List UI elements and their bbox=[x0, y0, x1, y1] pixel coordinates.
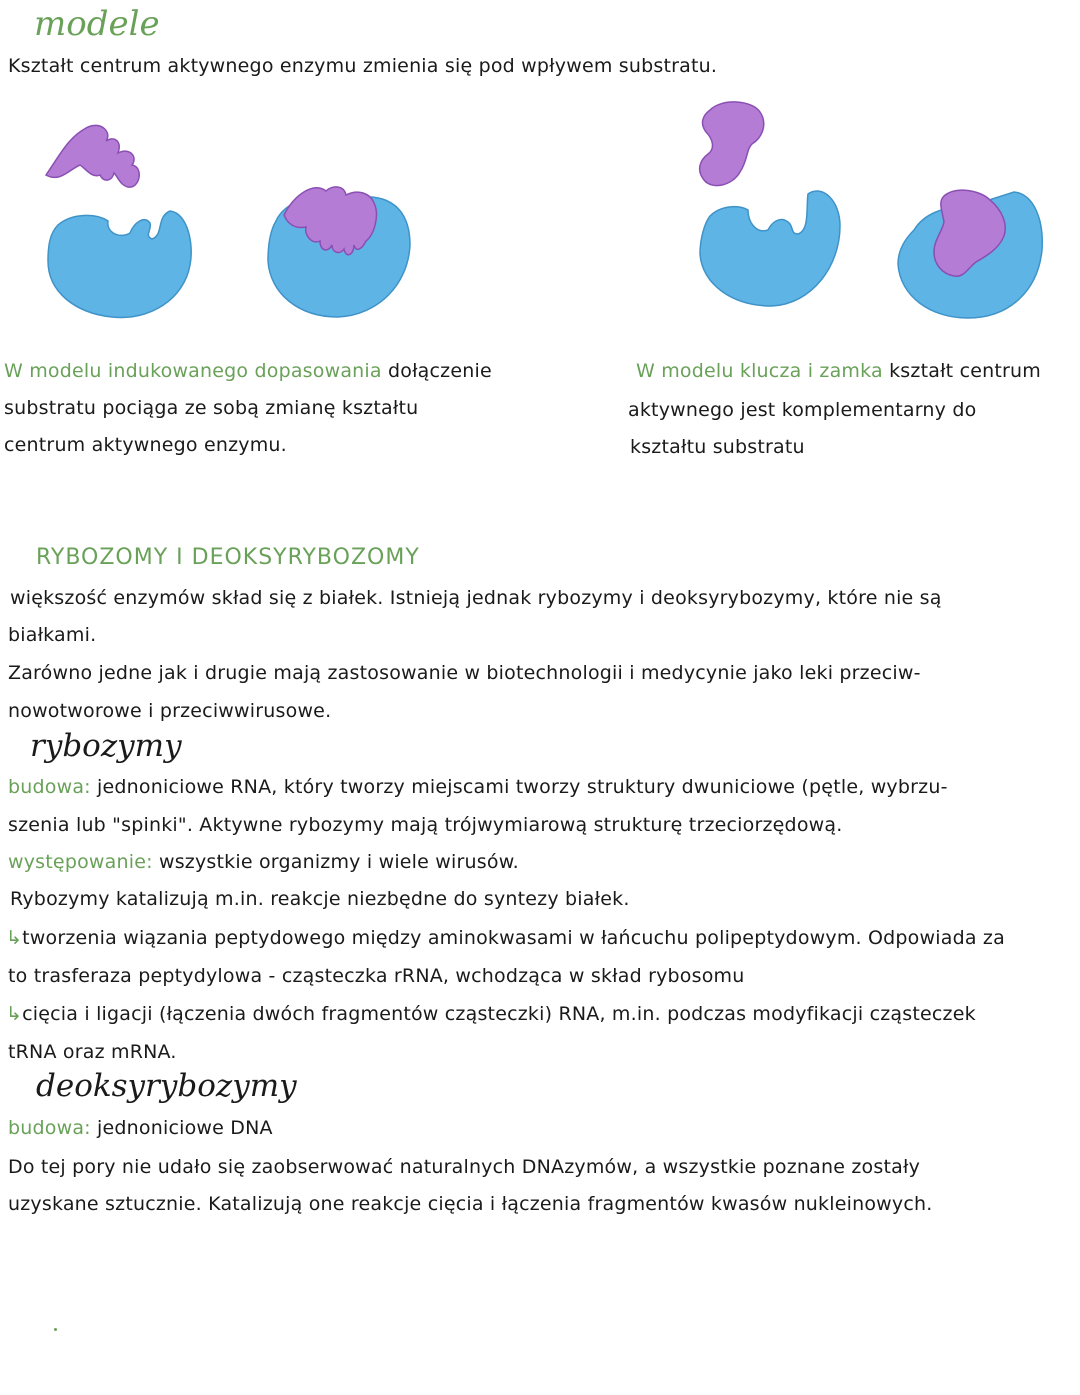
ribozymes-item1-line2: to trasferaza peptydylowa - cząsteczka rRNA, wchodząca w skład rybosomu bbox=[8, 965, 745, 987]
induced-fit-description-line3: centrum aktywnego enzymu. bbox=[4, 434, 287, 456]
enzyme-shape bbox=[700, 191, 840, 306]
page-title: modele bbox=[34, 4, 160, 44]
ribozymes-item2-line1 bbox=[6, 1003, 976, 1025]
application-paragraph-line1: Zarówno jedne jak i drugie mają zastosowanie w biotechnologii i medycynie jako leki przeciw- bbox=[8, 662, 921, 684]
arrow-bullet-icon: ↳ bbox=[6, 927, 23, 949]
ribozymes-catalysis: Rybozymy katalizują m.in. reakcje niezbędne do syntezy białek. bbox=[10, 888, 630, 910]
deoxyribozymes-line2: uzyskane sztucznie. Katalizują one reakcje cięcia i łączenia fragmentów kwasów nukleinowych. bbox=[8, 1193, 933, 1215]
substrate-shape bbox=[700, 102, 764, 186]
substrate-shape bbox=[46, 125, 139, 187]
item1-text: tworzenia wiązania peptydowego między aminokwasami w łańcuchu polipeptydowym. Odpowiada za bbox=[22, 927, 1005, 949]
intro-paragraph-line1: większość enzymów skład się z białek. Istnieją jednak rybozymy i deoksyrybozymy, które nie są bbox=[10, 587, 942, 609]
budowa-label: budowa: bbox=[8, 776, 91, 798]
item2-text: cięcia i ligacji (łączenia dwóch fragmentów cząsteczki) RNA, m.in. podczas modyfikacji cząsteczek bbox=[22, 1003, 976, 1025]
ribozymes-structure-text: jednoniciowe RNA, który tworzy miejscami tworzy struktury dwuniciowe (pętle, wybrzu- bbox=[97, 776, 948, 798]
ribozymes-item1-line1 bbox=[6, 927, 1005, 949]
deoxyribozymes-title: deoksyrybozymy bbox=[36, 1068, 297, 1104]
induced-fit-line1-rest: dołączenie bbox=[388, 360, 492, 382]
deoxyribozymes-structure bbox=[8, 1117, 273, 1139]
occurrence-text: wszystkie organizmy i wiele wirusów. bbox=[158, 851, 519, 873]
induced-fit-description-line2: substratu pociąga ze sobą zmianę kształtu bbox=[4, 397, 419, 419]
budowa-label: budowa: bbox=[8, 1117, 91, 1139]
lock-key-label: W modelu klucza i zamka bbox=[636, 360, 883, 382]
induced-fit-label: W modelu indukowanego dopasowania bbox=[4, 360, 382, 382]
lock-key-bound-figure bbox=[894, 180, 1054, 325]
ribozymes-item2-line2: tRNA oraz mRNA. bbox=[8, 1041, 177, 1063]
deoxyribozymes-line1: Do tej pory nie udało się zaobserwować naturalnych DNAzymów, a wszystkie poznane zostały bbox=[8, 1156, 921, 1178]
lock-key-description-line2: aktywnego jest komplementarny do bbox=[628, 399, 977, 421]
stray-dot bbox=[54, 1328, 57, 1331]
lock-key-description-line3: kształtu substratu bbox=[630, 436, 805, 458]
wystepowanie-label: występowanie: bbox=[8, 851, 153, 873]
lock-key-separate-figure bbox=[690, 98, 850, 323]
intro-paragraph-line2: białkami. bbox=[8, 624, 97, 646]
intro-text: Kształt centrum aktywnego enzymu zmienia się pod wpływem substratu. bbox=[8, 55, 718, 77]
section-heading: RYBOZOMY I DEOKSYRYBOZOMY bbox=[36, 545, 420, 570]
lock-key-description-line1 bbox=[636, 360, 1041, 382]
induced-fit-bound-figure bbox=[262, 175, 422, 325]
ribozymes-structure-line2: szenia lub "spinki". Aktywne rybozymy mają trójwymiarową strukturę trzeciorzędową. bbox=[8, 814, 843, 836]
induced-fit-description-line1 bbox=[4, 360, 492, 382]
application-paragraph-line2: nowotworowe i przeciwwirusowe. bbox=[8, 700, 332, 722]
enzyme-shape bbox=[48, 211, 191, 317]
induced-fit-separate-figure bbox=[40, 115, 200, 325]
ribozymes-title: rybozymy bbox=[30, 728, 182, 764]
lock-key-line1-rest: kształt centrum bbox=[889, 360, 1041, 382]
arrow-bullet-icon: ↳ bbox=[6, 1003, 23, 1025]
ribozymes-structure-line1 bbox=[8, 776, 948, 798]
deoxyribozymes-structure-text: jednoniciowe DNA bbox=[97, 1117, 273, 1139]
ribozymes-occurrence bbox=[8, 851, 519, 873]
